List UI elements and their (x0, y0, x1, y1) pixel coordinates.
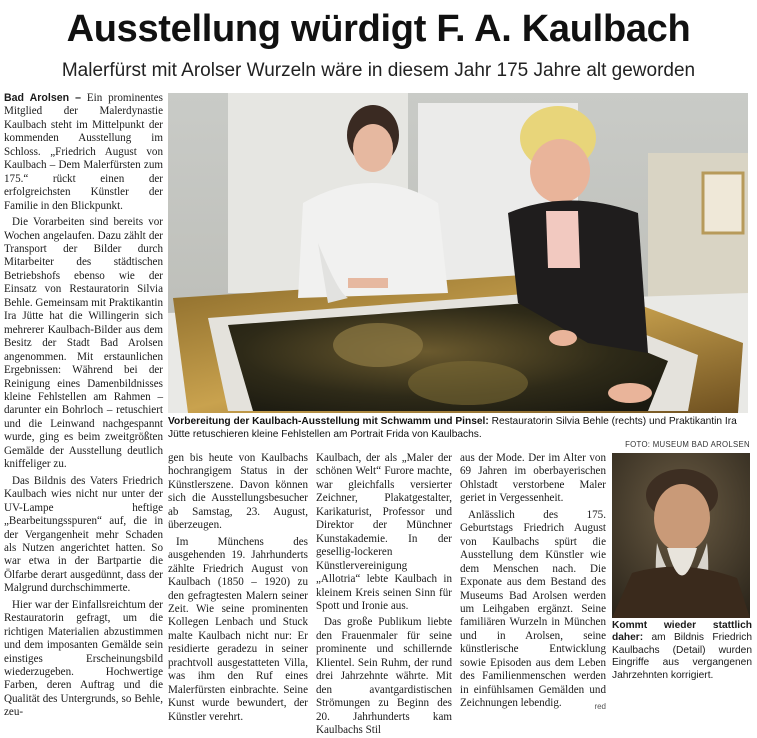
photo-credit: FOTO: MUSEUM BAD AROLSEN (625, 440, 750, 449)
paragraph-text: Ein prominentes Mitglied der Malerdynastie Kaulbach steht im Mittelpunkt der kommenden Ausstellung im Schloss. „Friedrich August von Kaulbach – Dem Malerfürsten zum 175.“ rückt einen der erfolgreichsten Künstler der Familie in den Blickpunkt. (4, 92, 163, 212)
restoration-photo (168, 93, 748, 413)
article-paragraph: Hier war der Einfallsreichtum der Restauratorin gefragt, um die richtigen Materialien abzustimmen und dem imposanten Gemälde sein einstiges Erscheinungsbild wiederzugeben. Hochwertige Farben, deren Auftrag und die Qualität des Untergrunds, so Behle, zeu- (4, 598, 163, 719)
portrait-caption-lead: Kommt wieder stattlich daher: (612, 620, 752, 644)
article-column-1 (4, 92, 163, 720)
dateline: Bad Arolsen – (4, 92, 82, 104)
article-paragraph: Das große Publikum liebte den Frauenmaler für seine prominente und schillernde Klientel. Sein Ruhm, der rund drei Jahrzehnte währte. Mit den avantgardistischen Strömungen zu Beginn des 20. Jahrhunderts kam Kaulbachs Stil (316, 616, 452, 737)
article-column-3 (316, 452, 452, 738)
photo-caption (168, 416, 750, 441)
article-column-2 (168, 452, 308, 724)
restoration-photo-image (168, 93, 748, 413)
article-paragraph: Im Münchens des ausgehenden 19. Jahrhunderts zählte Friedrich August von Kaulbach (1850 – 1920) zu den gefragtesten Malern seiner Zeit. Wie seine prominenten Kollegen Lenbach und Stuck malte Kaulbach nicht nur: Er residierte geradezu in seiner prachtvoll ausgestatteten Villa, was ihm den Ruf eines Malerfürsten einbrachte. Seine Kunst wurde bewundert, der Künstler verehrt. (168, 535, 308, 723)
kaulbach-portrait-image (612, 453, 750, 618)
portrait-caption-text: am Bildnis Friedrich Kaulbachs (Detail) wurden Eingriffe aus vergangenen Jahrzehnten korrigiert. (612, 632, 752, 681)
subheadline: Malerfürst mit Arolser Wurzeln wäre in diesem Jahr 175 Jahre alt geworden (61, 60, 696, 81)
article-paragraph: Die Vorarbeiten sind bereits vor Wochen angelaufen. Dazu zählt der Transport der Bilder durch Mitarbeiter des städtischen Betriebshofs ebenso wie der Einsatz von Restauratorin Silvia Behle. Gemeinsam mit Praktikantin Ira Jütte hat die Willingerin sich mehrerer Kaulbach-Bilder aus dem Besitz der Stadt Bad Arolsen angenommen. Mit erstaunlichen Ergebnissen: Während bei der Reinigung eines Damenbildnisses kleine Fehlstellen am Rahmen – darunter ein Bohrloch – retuschiert und die Leinwand nachgespannt wurde, ging es beim zweitgrößten Gemälde der Ausstellung deutlich kniffeliger zu. (4, 216, 163, 471)
article-paragraph: aus der Mode. Der im Alter von 69 Jahren im oberbayerischen Ohlstadt verstorbene Maler geriet in Vergessenheit. (460, 452, 606, 505)
article-paragraph (460, 509, 606, 711)
portrait-caption (612, 620, 752, 682)
article-column-4 (460, 452, 606, 714)
paragraph-text: Anlässlich des 175. Geburtstags Friedrich August von Kaulbachs spürt die Ausstellung dem Künstler wie dem Menschen nach. Die Exponate aus dem Bestand des Museums Bad Arolsen werden um Leihgaben ergänzt. Seine familiären Wurzeln in München und in Arolsen, seine künstlerische Entwicklung sowie Episoden aus dem Leben des Familienmenschen werden in einfühlsamen Gemälden und Zeichnungen lebendig. (460, 508, 606, 710)
photo-caption-text: Restauratorin Silvia Behle (rechts) und Praktikantin Ira Jütte retuschieren kleine Fehlstellen am Portrait Frida von Kaulbachs. (168, 416, 737, 440)
headline: Ausstellung würdigt F. A. Kaulbach (66, 8, 691, 50)
author-signature: red (594, 702, 606, 712)
article-paragraph: Kaulbach, der als „Maler der schönen Welt“ Furore machte, war gleichfalls versierter Zeichner, Plakatgestalter, Karikaturist, Professor und Direktor der Münchner Kunstakademie. In der gesellig-lockeren Künstlervereinigung „Allotria“ lebte Kaulbach in kleinem Kreis seinen Sinn für Spott und Ironie aus. (316, 452, 452, 612)
article-paragraph (4, 92, 163, 213)
article-paragraph: Das Bildnis des Vaters Friedrich Kaulbach wies nicht nur unter der UV-Lampe heftige „Bearbeitungsspuren“ auf, die in der Vergangenheit mehr Schaden als Nutzen angerichtet hatten. So war etwa in der Bartpartie die Ölfarbe derart ausgedünnt, dass der Malgrund durchschimmerte. (4, 474, 163, 595)
article-paragraph: gen bis heute von Kaulbachs hochrangigem Status in der Künstlerszene. Davon können sich die Ausstellungsbesucher ab Samstag, 23. August, überzeugen. (168, 452, 308, 532)
photo-caption-lead: Vorbereitung der Kaulbach-Ausstellung mit Schwamm und Pinsel: (168, 416, 489, 427)
kaulbach-portrait (612, 453, 750, 618)
